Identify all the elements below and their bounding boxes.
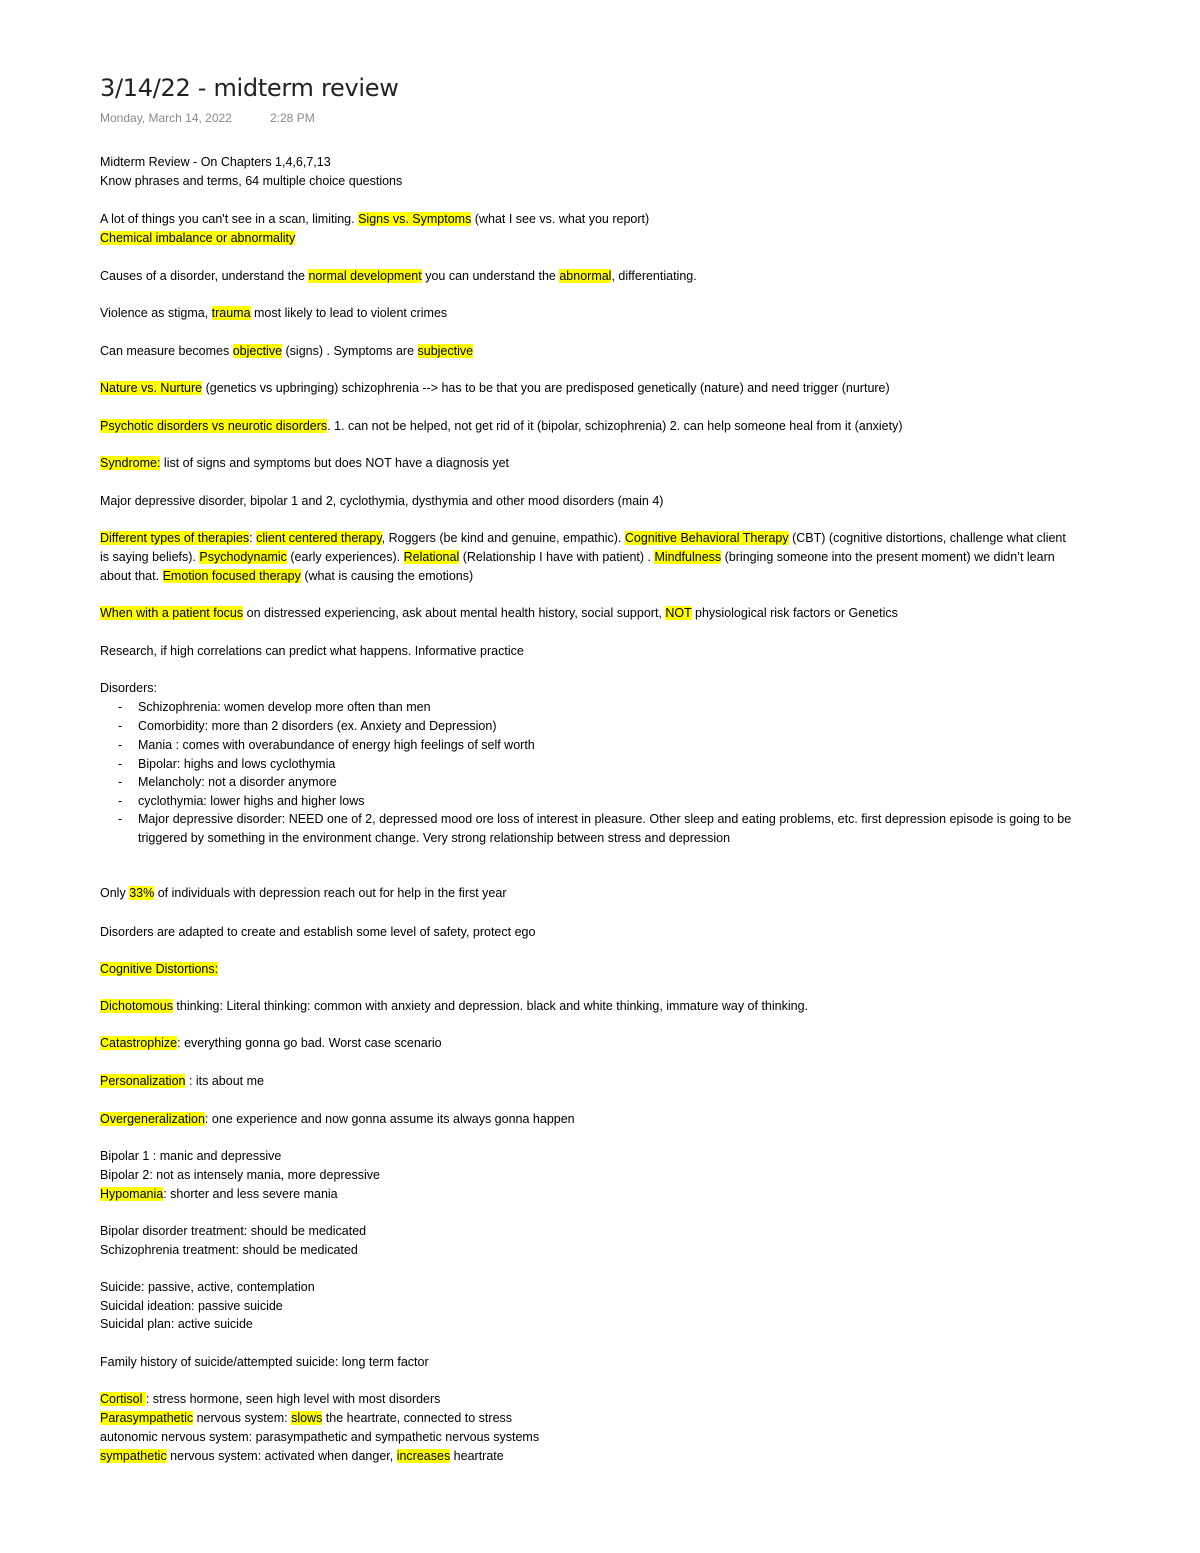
note-line: [100, 455, 509, 472]
note-line: [100, 1410, 512, 1427]
page-time: 2:28 PM: [270, 111, 315, 125]
note-text: , differentiating.: [611, 269, 697, 283]
note-line: [100, 1391, 440, 1408]
note-text: Major depressive disorder, bipolar 1 and 2, cyclothymia, dysthymia and other mood disorders (main 4): [100, 494, 664, 508]
bullet-marker: -: [118, 738, 123, 752]
bullet-marker: -: [118, 775, 123, 789]
note-text: nervous system: activated when danger,: [166, 1449, 397, 1463]
note-text: : stress hormone, seen high level with most disorders: [145, 1392, 441, 1406]
note-text: Research, if high correlations can predict what happens. Informative practice: [100, 644, 524, 658]
note-text: Suicidal ideation: passive suicide: [100, 1299, 283, 1313]
highlighted-text: Syndrome:: [100, 456, 161, 470]
note-line: [100, 1354, 429, 1371]
note-line: [138, 811, 1071, 828]
bullet-marker: -: [118, 812, 123, 826]
note-line: [100, 643, 524, 660]
note-text: nervous system:: [193, 1411, 292, 1425]
note-text: Mania : comes with overabundance of energy high feelings of self worth: [138, 738, 535, 752]
note-text: (what is causing the emotions): [300, 569, 474, 583]
highlighted-text: objective: [232, 344, 283, 358]
highlighted-text: Parasympathetic: [100, 1411, 194, 1425]
note-line: [100, 1111, 575, 1128]
note-text: Suicidal plan: active suicide: [100, 1317, 253, 1331]
bullet-marker: -: [118, 719, 123, 733]
note-text: thinking: Literal thinking: common with anxiety and depression. black and white thinking, immature way of thinking.: [172, 999, 809, 1013]
highlighted-text: client centered therapy: [256, 531, 382, 545]
note-line: [138, 756, 335, 773]
highlighted-text: Relational: [403, 550, 460, 564]
note-text: most likely to lead to violent crimes: [250, 306, 448, 320]
highlighted-text: increases: [396, 1449, 451, 1463]
note-line: [100, 1298, 283, 1315]
highlighted-text: Dichotomous: [100, 999, 173, 1013]
note-text: autonomic nervous system: parasympathetic and sympathetic nervous systems: [100, 1430, 540, 1444]
highlighted-text: Hypomania: [100, 1187, 164, 1201]
note-text: Know phrases and terms, 64 multiple choice questions: [100, 174, 403, 188]
highlighted-text: Psychodynamic: [199, 550, 287, 564]
note-text: you can understand the: [421, 269, 560, 283]
note-text: Can measure becomes: [100, 344, 233, 358]
note-text: is saying beliefs).: [100, 550, 200, 564]
highlighted-text: Nature vs. Nurture: [100, 381, 203, 395]
note-line: [138, 793, 365, 810]
highlighted-text: Different types of therapies: [100, 531, 250, 545]
highlighted-text: subjective: [417, 344, 474, 358]
note-text: , Roggers (be kind and genuine, empathic).: [381, 531, 625, 545]
note-text: Bipolar: highs and lows cyclothymia: [138, 757, 336, 771]
note-line: [100, 230, 295, 247]
note-text: : one experience and now gonna assume its always gonna happen: [204, 1112, 575, 1126]
note-text: cyclothymia: lower highs and higher lows: [138, 794, 365, 808]
highlighted-text: Emotion focused therapy: [162, 569, 301, 583]
note-text: about that.: [100, 569, 163, 583]
note-text: Disorders:: [100, 681, 157, 695]
note-line: [100, 1073, 264, 1090]
note-line: [100, 1448, 504, 1465]
note-text: heartrate: [450, 1449, 504, 1463]
highlighted-text: slows: [291, 1411, 323, 1425]
note-line: [100, 1223, 366, 1240]
highlighted-text: Mindfulness: [654, 550, 722, 564]
note-text: Only: [100, 886, 130, 900]
note-text: Causes of a disorder, understand the: [100, 269, 309, 283]
note-line: [100, 1035, 442, 1052]
note-line: [100, 343, 473, 360]
note-line: [138, 774, 337, 791]
highlighted-text: Cognitive Distortions:: [100, 962, 219, 976]
note-line: [100, 173, 402, 190]
note-text: : everything gonna go bad. Worst case scenario: [177, 1036, 442, 1050]
note-text: Major depressive disorder: NEED one of 2, depressed mood ore loss of interest in pleasure. Other sleep and eating problems, etc. first depression episode is going to be: [138, 812, 1072, 826]
note-line: [100, 1279, 315, 1296]
page-title: 3/14/22 - midterm review: [100, 74, 399, 102]
note-text: Schizophrenia: women develop more often than men: [138, 700, 431, 714]
page-date: Monday, March 14, 2022: [100, 111, 232, 125]
note-text: Comorbidity: more than 2 disorders (ex. Anxiety and Depression): [138, 719, 497, 733]
note-text: (CBT) (cognitive distortions, challenge what client: [788, 531, 1066, 545]
bullet-marker: -: [118, 794, 123, 808]
note-line: [100, 961, 218, 978]
note-text: Disorders are adapted to create and establish some level of safety, protect ego: [100, 925, 536, 939]
note-text: Midterm Review - On Chapters 1,4,6,7,13: [100, 155, 331, 169]
note-line: [138, 718, 497, 735]
note-text: Bipolar 1 : manic and depressive: [100, 1149, 282, 1163]
note-text: of individuals with depression reach out for help in the first year: [154, 886, 507, 900]
note-text: Bipolar disorder treatment: should be medicated: [100, 1224, 367, 1238]
highlighted-text: Chemical imbalance or abnormality: [100, 231, 296, 245]
highlighted-text: Catastrophize: [100, 1036, 178, 1050]
note-text: Schizophrenia treatment: should be medicated: [100, 1243, 358, 1257]
note-line: [100, 1186, 338, 1203]
note-line: [100, 998, 808, 1015]
note-text: (signs) . Symptoms are: [282, 344, 418, 358]
note-line: [100, 1316, 253, 1333]
note-line: [100, 493, 663, 510]
note-text: Suicide: passive, active, contemplation: [100, 1280, 315, 1294]
highlighted-text: NOT: [665, 606, 692, 620]
note-text: (Relationship I have with patient) .: [459, 550, 655, 564]
note-text: A lot of things you can't see in a scan, limiting.: [100, 212, 359, 226]
note-text: triggered by something in the environment change. Very strong relationship between stress and depression: [138, 831, 731, 845]
note-line: [100, 680, 157, 697]
note-line: [100, 211, 649, 228]
note-line: [138, 699, 431, 716]
note-text: : its about me: [185, 1074, 264, 1088]
note-line: [100, 885, 507, 902]
highlighted-text: When with a patient focus: [100, 606, 244, 620]
note-line: [100, 380, 890, 397]
note-line: [100, 924, 535, 941]
note-line: [100, 605, 898, 622]
note-text: Melancholy: not a disorder anymore: [138, 775, 337, 789]
note-text: . 1. can not be helped, not get rid of it (bipolar, schizophrenia) 2. can help someone heal from it (anxiety): [327, 419, 903, 433]
note-text: Family history of suicide/attempted suicide: long term factor: [100, 1355, 429, 1369]
note-line: [100, 305, 447, 322]
note-line: [100, 568, 473, 585]
highlighted-text: abnormal: [559, 269, 612, 283]
highlighted-text: Personalization: [100, 1074, 186, 1088]
note-line: [138, 737, 535, 754]
note-line: [100, 1242, 358, 1259]
note-text: (early experiences).: [286, 550, 404, 564]
note-line: [100, 1167, 380, 1184]
note-line: [100, 549, 1055, 566]
highlighted-text: trauma: [211, 306, 251, 320]
note-text: on distressed experiencing, ask about mental health history, social support,: [243, 606, 666, 620]
note-text: the heartrate, connected to stress: [322, 1411, 513, 1425]
note-text: (genetics vs upbringing) schizophrenia --> has to be that you are predisposed genetically (nature) and need trigger (nurture): [202, 381, 890, 395]
note-line: [100, 154, 331, 171]
note-text: : shorter and less severe mania: [163, 1187, 338, 1201]
note-text: Violence as stigma,: [100, 306, 212, 320]
bullet-marker: -: [118, 757, 123, 771]
highlighted-text: Psychotic disorders vs neurotic disorders: [100, 419, 328, 433]
note-text: (what I see vs. what you report): [471, 212, 650, 226]
note-line: [100, 1148, 281, 1165]
note-text: :: [249, 531, 257, 545]
highlighted-text: 33%: [129, 886, 155, 900]
note-text: list of signs and symptoms but does NOT have a diagnosis yet: [160, 456, 510, 470]
highlighted-text: Signs vs. Symptoms: [358, 212, 472, 226]
note-text: physiological risk factors or Genetics: [691, 606, 898, 620]
highlighted-text: Overgeneralization: [100, 1112, 205, 1126]
note-line: [100, 268, 697, 285]
highlighted-text: sympathetic: [100, 1449, 167, 1463]
highlighted-text: Cognitive Behavioral Therapy: [624, 531, 789, 545]
highlighted-text: Cortisol: [100, 1392, 146, 1406]
note-text: Bipolar 2: not as intensely mania, more depressive: [100, 1168, 381, 1182]
bullet-marker: -: [118, 700, 123, 714]
note-line: [100, 418, 903, 435]
note-text: (bringing someone into the present moment) we didn’t learn: [721, 550, 1055, 564]
note-line: [100, 1429, 539, 1446]
highlighted-text: normal development: [308, 269, 422, 283]
note-line: [100, 530, 1066, 547]
note-line: [138, 830, 730, 847]
